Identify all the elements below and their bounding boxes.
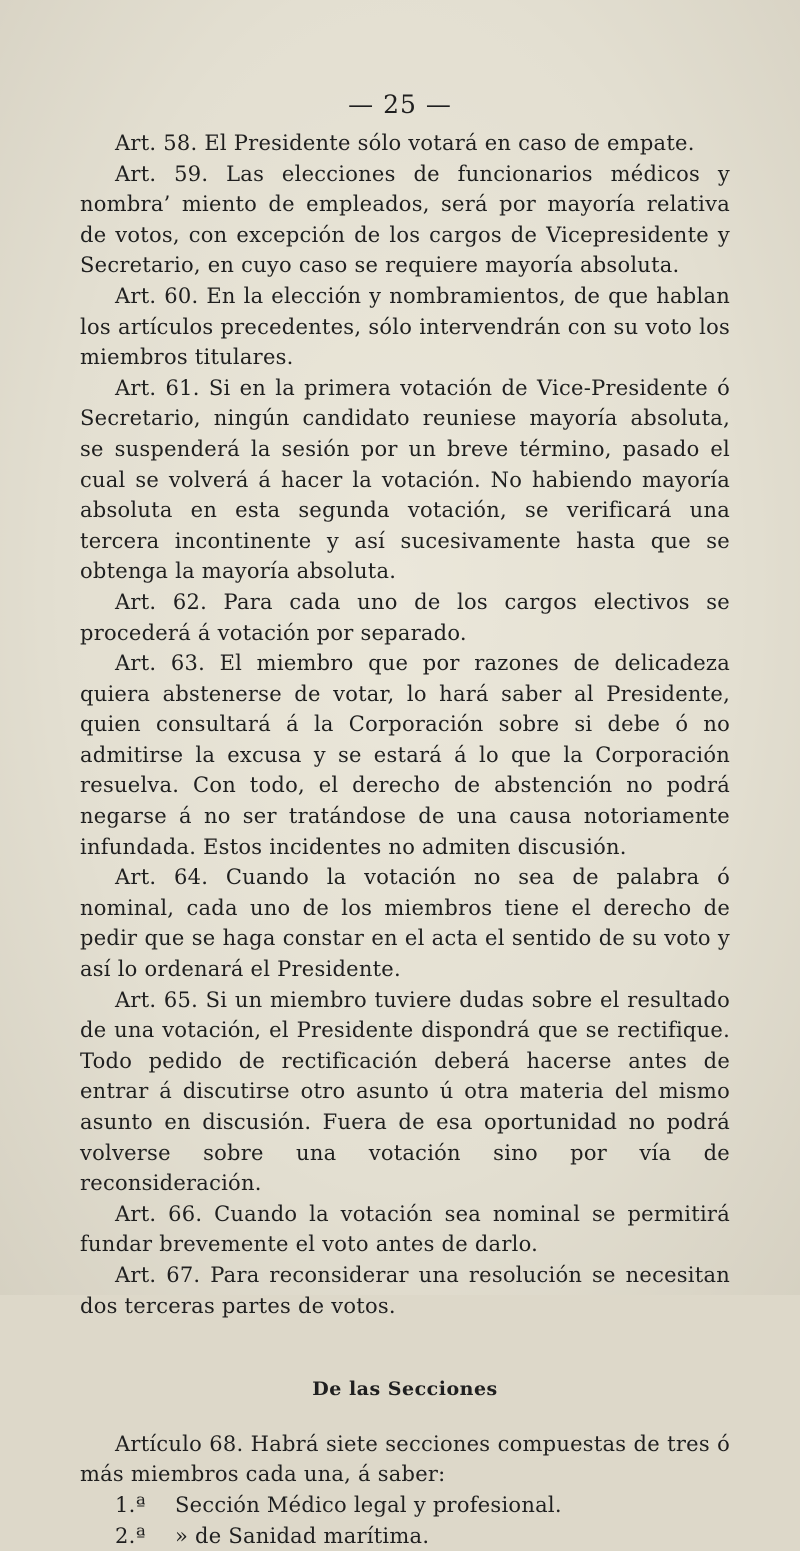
article-65: Art. 65. Si un miembro tuviere dudas sobre el resultado de una votación, el Presidente dispondrá que se rectifique. Todo pedido de rectificación deberá hacerse antes de entrar á discutirse otro asunto ú otra materia del mismo asunto en discusión. Fuera de esa oportunidad no podrá volverse sobre una votación sino por vía de reconsideración. xyxy=(80,987,730,1196)
article-61: Art. 61. Si en la primera votación de Vice-Presidente ó Secretario, ningún candidato reuniese mayoría absoluta, se suspenderá la sesión por un breve término, pasado el cual se volverá á hacer la votación. No habiendo mayoría absoluta en esta segunda votación, se verificará una tercera incontinente y así sucesivamente hasta que se obtenga la mayoría absoluta. xyxy=(80,375,730,584)
list-item-number: 1.ª xyxy=(115,1492,146,1517)
list-item-text: » de Sanidad marítima. xyxy=(175,1523,430,1548)
article-63: Art. 63. El miembro que por razones de delicadeza quiera abstenerse de votar, lo hará saber al Presidente, quien consultará á la Corporación sobre si debe ó no admitirse la excusa y se estará á lo que la Corporación resuelva. Con todo, el derecho de abstención no podrá negarse á no ser tratándose de una causa notoriamente infundada. Estos incidentes no admiten discusión. xyxy=(80,651,730,859)
article-66: Art. 66. Cuando la votación sea nominal se permitirá fundar brevemente el voto antes de darlo. xyxy=(80,1201,730,1257)
list-item xyxy=(80,1490,730,1521)
list-item-text: Sección Médico legal y profesional. xyxy=(175,1492,562,1517)
article-68: Artículo 68. Habrá siete secciones compuestas de tres ó más miembros cada una, á saber: xyxy=(80,1431,730,1487)
article-59: Art. 59. Las elecciones de funcionarios médicos y nombra’ miento de empleados, será por mayoría relativa de votos, con excepción de los cargos de Vicepresidente y Secretario, en cuyo caso se requiere mayoría absoluta. xyxy=(80,161,730,278)
article-62: Art. 62. Para cada uno de los cargos electivos se procederá á votación por separado. xyxy=(80,589,730,645)
article-67: Art. 67. Para reconsiderar una resolución se necesitan dos terceras partes de votos. xyxy=(80,1262,730,1318)
article-58: Art. 58. El Presidente sólo votará en caso de empate. xyxy=(115,131,695,155)
list-item-number: 2.ª xyxy=(115,1523,146,1548)
article-60: Art. 60. En la elección y nombramientos, de que hablan los artículos precedentes, sólo intervendrán con su voto los miembros titulares. xyxy=(80,283,730,370)
section-heading: De las Secciones xyxy=(312,1378,498,1401)
article-64: Art. 64. Cuando la votación no sea de palabra ó nominal, cada uno de los miembros tiene el derecho de pedir que se haga constar en el acta el sentido de su voto y así lo ordenará el Presidente. xyxy=(80,865,730,982)
list-item xyxy=(80,1521,730,1551)
page-number: — 25 — xyxy=(348,90,452,119)
text-body xyxy=(80,128,730,1551)
